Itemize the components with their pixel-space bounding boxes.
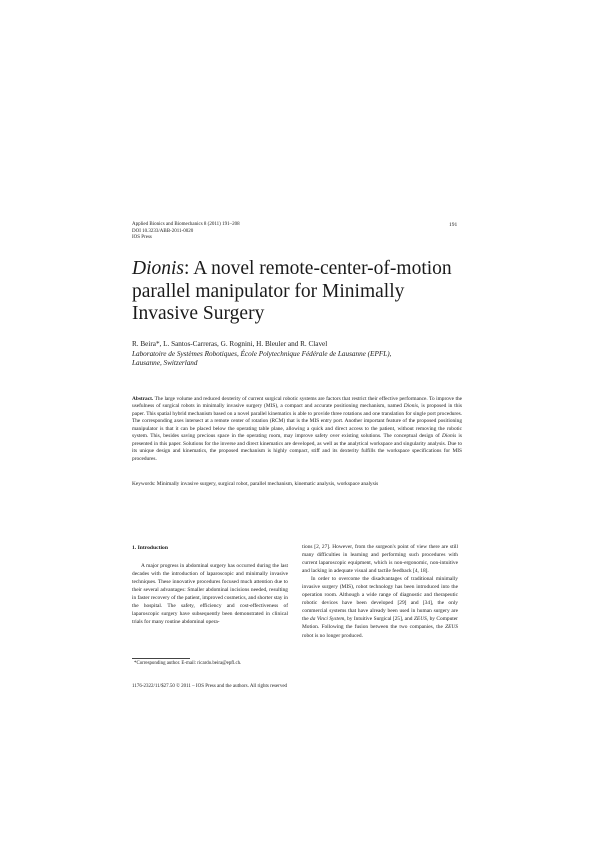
intro-paragraph-2 — [302, 575, 458, 639]
footnote: *Corresponding author. E-mail: ricardo.beira@epfl.ch. — [134, 661, 242, 666]
intro-paragraph-1: A major progress in abdominal surgery has occurred during the last decades with the introduction of laparoscopic and minimally invasive techniques. These innovative procedures focused much attention due to their several advantages: Smaller abdominal incisions needed, resulting in faster recovery of the patient, improved cosmetics, and shorter stay in the hospital. The safety, efficiency and cost-effectiveness of laparoscopic surgery have subsequently been demonstrated in clinical trials for many routine abdominal opera- — [132, 563, 288, 626]
page-number: 191 — [449, 222, 458, 228]
title-italic: Dionis — [132, 258, 185, 279]
para2-text-a: In order to overcome the disadvantages of traditional minimally invasive surgery (MIS), robot technology has been introduced into the operation room. Although a wide range of diagnostic and therapeutic robotic devices have been developed [29] and [34], the only commercial systems that have already been used in human surgery are the — [302, 576, 458, 623]
copyright-line: 1176-2322/11/$27.50 © 2011 – IOS Press and the authors. All rights reserved — [132, 684, 288, 689]
footnote-divider — [132, 658, 190, 659]
abstract — [132, 396, 462, 463]
para2-italic-davinci: da Vinci System, — [310, 616, 346, 623]
para2-text-d: robot is no longer produced. — [302, 632, 363, 639]
affiliation-line-1: Laboratoire de Systèmes Robotiques, École Polytechnique Fédérale de Lausanne (EPFL), — [132, 349, 392, 358]
abstract-italic-2: Dionis — [442, 433, 457, 440]
section-heading: 1. Introduction — [132, 545, 168, 551]
abstract-label: Abstract. — [132, 396, 154, 402]
author-block — [132, 340, 462, 369]
para2-italic-zeus: ZEUS, — [413, 616, 429, 623]
author-names: R. Beira*, L. Santos-Carreras, G. Rognini, H. Bleuler and R. Clavel — [132, 340, 328, 348]
journal-header — [132, 222, 240, 242]
abstract-italic-1: Dionis — [403, 403, 418, 410]
title-rest: : A novel remote-center-of-motion parallel manipulator for Minimally Invasive Surgery — [132, 258, 452, 324]
abstract-text-a: The large volume and reduced dexterity of current surgical robotic systems are factors that restrict their effective performance. To improve the usefulness of surgical robots in minimally invasive surgery (MIS), a compact and accurate positioning mechanism, named — [132, 396, 462, 410]
publisher: IOS Press — [132, 235, 152, 241]
affiliation-line-2: Lausanne, Switzerland — [132, 359, 198, 368]
journal-citation: Applied Bionics and Biomechanics 8 (2011) 191–208 — [132, 222, 240, 227]
doi: DOI 10.3233/ABB-2011-0020 — [132, 228, 194, 234]
intro-paragraph-continued: tions [2, 27]. However, from the surgeon's point of view there are still many difficulties in learning and performing such procedures with current laparoscopic equipment, which is non-ergonomic, non-intuitive and lacking in adequate visual and tactile feedback [4, 18]. — [302, 544, 458, 575]
paper-title — [132, 258, 472, 326]
para2-text-b: by Intuitive Surgical [25], and — [345, 616, 414, 623]
para2-text-c: by Computer Motion. Following the fusion between the two companies, the — [302, 616, 458, 631]
column-right — [302, 543, 458, 640]
para2-italic-zeus-2: ZEUS — [445, 624, 458, 631]
abstract-text-c: is presented in this paper. Solutions for the inverse and direct kinematics are developed, as well as the analytical workspace and singularity analysis. Due to its unique design and kinematics, the proposed mechanism is highly compact, stiff and its dexterity fulfills the workspace specifications for MIS procedures. — [132, 433, 462, 462]
column-left — [132, 544, 288, 626]
keywords: Keywords: Minimally invasive surgery, surgical robot, parallel mechanism, kinematic analysis, workspace analysis — [132, 481, 379, 487]
abstract-text-b: , is proposed in this paper. This spatial hybrid mechanism based on a novel parallel kinematics is able to provide three rotations and one translation for single port procedures. The corresponding axes intersect at a remote center of rotation (RCM) that is the MIS entry port. Another important feature of the proposed positioning manipulator is that it can be placed below the operating table plane, allowing a quick and direct access to the patient, without removing the robotic system. This, besides saving precious space in the operating room, may improve safety over existing solutions. The conceptual design of — [132, 403, 462, 440]
